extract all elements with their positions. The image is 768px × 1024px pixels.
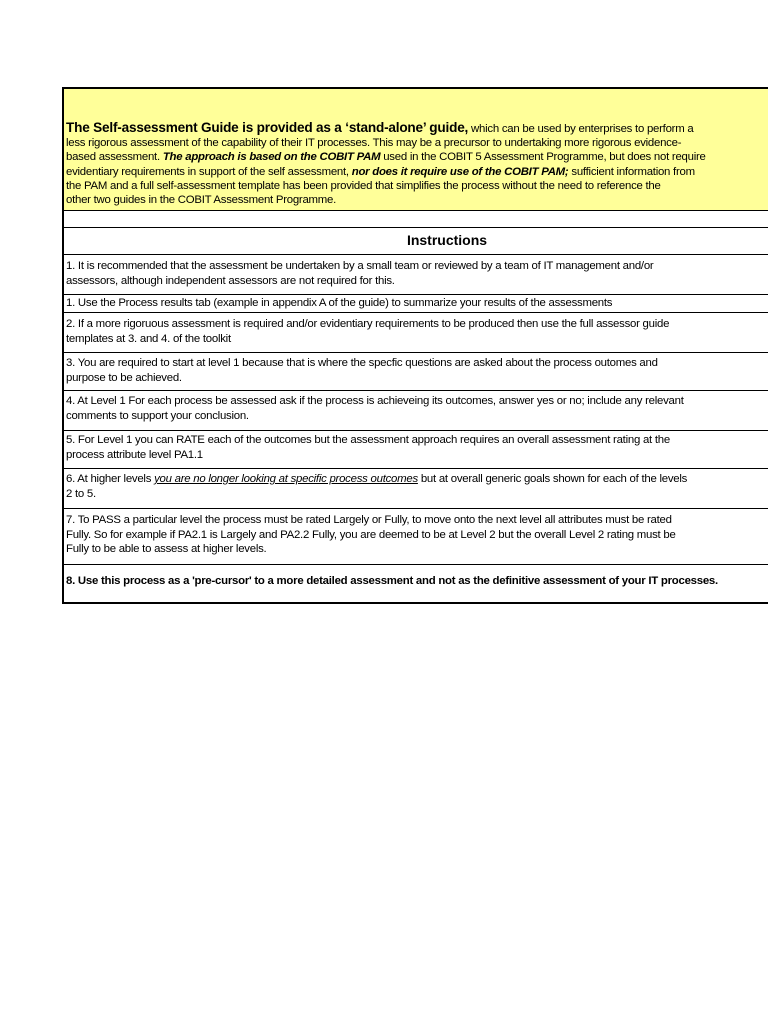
instruction-line: assessors, although independent assessors are not required for this. xyxy=(66,274,395,287)
instruction-line: purpose to be achieved. xyxy=(66,371,182,384)
instruction-line: Fully. So for example if PA2.1 is Largely and PA2.2 Fully, you are deemed to be at Level 2 but the overall Level 2 rating must be xyxy=(66,528,676,541)
instruction-row-8[interactable] xyxy=(64,509,768,565)
instruction-line: Fully to be able to assess at higher levels. xyxy=(66,543,267,556)
instruction-line: 8. Use this process as a 'pre-cursor' to a more detailed assessment and not as the definitive assessment of your IT processes. xyxy=(66,575,718,587)
empty-row[interactable] xyxy=(64,211,768,228)
instruction-line: comments to support your conclusion. xyxy=(66,409,249,422)
instruction-text xyxy=(66,317,768,346)
instruction-line-part: 6. At higher levels xyxy=(66,473,155,485)
instruction-line: 5. For Level 1 you can RATE each of the outcomes but the assessment approach requires an overall assessment rating at the xyxy=(66,434,670,446)
intro-text xyxy=(66,121,768,207)
instruction-line: 2. If a more rigoruous assessment is required and/or evidentiary requirements to be produced then use the full assessor guide xyxy=(66,318,670,330)
instructions-title: Instructions xyxy=(406,232,488,248)
intro-cell[interactable] xyxy=(64,89,768,211)
intro-line2: less rigorous assessment of the capability of their IT processes. This may be a precursor to undertaking more rigorous evidence- xyxy=(66,137,682,150)
instruction-text xyxy=(66,513,768,557)
instruction-row-6[interactable] xyxy=(64,431,768,469)
instruction-row-4[interactable] xyxy=(64,353,768,391)
intro-line4-b: sufficient information from xyxy=(568,165,695,178)
instruction-line: 7. To PASS a particular level the process must be rated Largely or Fully, to move onto the next level all attributes must be rated xyxy=(66,514,672,526)
instruction-line: 4. At Level 1 For each process be assessed ask if the process is achieveing its outcomes, answer yes or no; include any relevant xyxy=(66,395,684,407)
instruction-row-7[interactable] xyxy=(64,469,768,509)
intro-line6: other two guides in the COBIT Assessment Programme. xyxy=(66,194,337,207)
instruction-row-9[interactable] xyxy=(64,565,768,604)
intro-line4-a: evidentiary requirements in support of the self assessment, xyxy=(66,165,352,178)
instruction-row-5[interactable] xyxy=(64,391,768,431)
instruction-line: 1. Use the Process results tab (example in appendix A of the guide) to summarize your results of the assessments xyxy=(66,297,613,309)
instruction-row-1[interactable] xyxy=(64,255,768,295)
instruction-line: 2 to 5. xyxy=(66,487,96,500)
intro-line5: the PAM and a full self-assessment template has been provided that simplifies the process without the need to reference the xyxy=(66,179,661,192)
instruction-line: 1. It is recommended that the assessment be undertaken by a small team or reviewed by a team of IT management and/or xyxy=(66,260,654,272)
instruction-text xyxy=(66,394,768,423)
intro-line3-b: used in the COBIT 5 Assessment Programme, but does not require xyxy=(380,151,706,164)
instruction-line-part: but at overall generic goals shown for each of the levels xyxy=(417,473,688,485)
instruction-line: 3. You are required to start at level 1 because that is where the specfic questions are asked about the process outomes and xyxy=(66,357,658,369)
instruction-text xyxy=(66,296,768,311)
instruction-row-2[interactable] xyxy=(64,295,768,313)
instruction-text xyxy=(66,356,768,385)
instruction-text xyxy=(66,259,768,288)
instruction-row-3[interactable] xyxy=(64,313,768,353)
instructions-header-cell[interactable] xyxy=(64,228,768,255)
instruction-line: process attribute level PA1.1 xyxy=(66,448,203,461)
intro-line1-rest: which can be used by enterprises to perform a xyxy=(468,123,694,135)
instruction-text xyxy=(66,574,768,589)
instruction-text xyxy=(66,433,768,462)
instruction-emphasis: you are no longer looking at specific process outcomes xyxy=(154,473,418,485)
spreadsheet-table xyxy=(62,87,768,604)
instruction-line: templates at 3. and 4. of the toolkit xyxy=(66,332,231,345)
intro-lead: The Self-assessment Guide is provided as a ‘stand-alone’ guide, xyxy=(66,120,469,135)
intro-line4-emphasis: nor does it require use of the COBIT PAM; xyxy=(351,165,569,178)
instruction-text xyxy=(66,472,768,501)
intro-line3-a: based assessment. xyxy=(66,151,163,164)
intro-line3-emphasis: The approach is based on the COBIT PAM xyxy=(162,151,381,164)
